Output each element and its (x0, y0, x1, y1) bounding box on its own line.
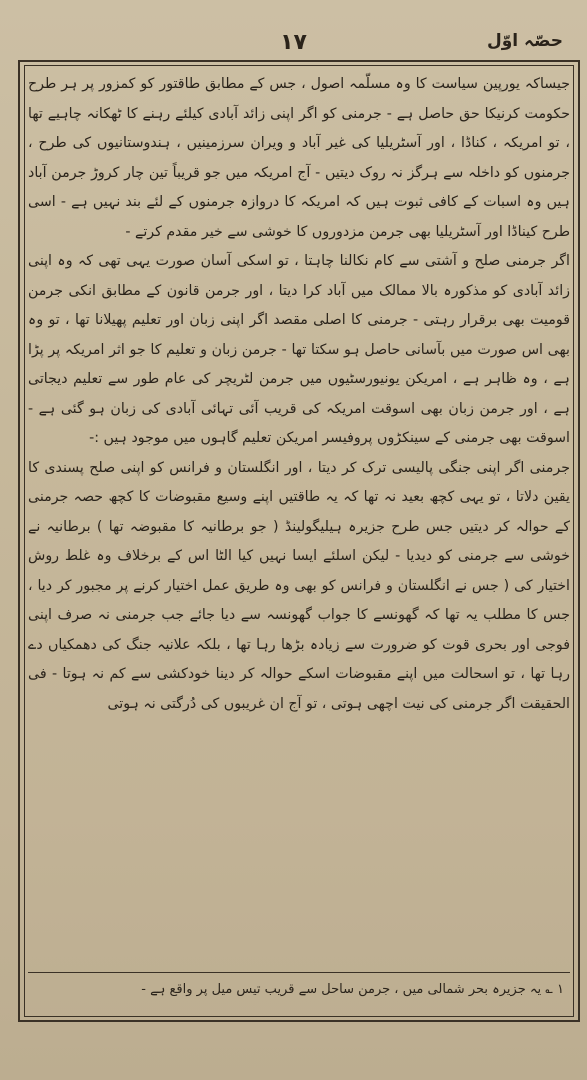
running-title: حصّہ اوّل (486, 31, 563, 51)
paragraph-3: جرمنی اگر اپنی جنگی پالیسی ترک کر دیتا ، اور انگلستان و فرانس کو اپنی صلح پسندی کا یقین دلاتا ، تو یہی کچھ بعید نہ تھا کہ یہ طاقتیں اپنے وسیع مقبوضات کا کچھ حصہ جرمنی کے حوالہ کر دیتیں جس طرح جزیرہ ہیلیگولینڈ ( جو برطانیہ کا مقبوضہ تھا ) برطانیہ نے خوشی سے جرمنی کو دیدیا - لیکن اسلئے ایسا نہیں کیا الٹا اس کے برخلاف وہ غلط روش اختیار کی ( جس نے انگلستان و فرانس کو بھی وہ طریق عمل اختیار کرنے پر مجبور کر دیا ، جس کا مطلب یہ تھا کہ گھونسے کا جواب گھونسہ سے دیا جائے جب جرمنی نہ صرف اپنی فوجی اور بحری قوت کو ضرورت سے زیادہ بڑھا رہا تھا ، بلکہ علانیہ جنگ کی دھمکیاں دے رہا تھا ، تو اسحالت میں اپنے مقبوضات اسکے حوالہ کر دینا خودکشی سے کم نہ ہوتا - فی الحقیقت اگر جرمنی کی نیت اچھی ہوتی ، تو آج ان غریبوں کی دُرگتی نہ ہوتی (28, 459, 570, 712)
paragraph-2: اگر جرمنی صلح و آشتی سے کام نکالنا چاہتا ، تو اسکی آسان صورت یہی تھی کہ وہ اپنی زائد آبادی کو مذکورہ بالا ممالک میں آباد کرا دیتا ، اور جرمن قانون کے مطابق انکی جرمن قومیت بھی برقرار رہتی - جرمنی کا اصلی مقصد اگر اپنی زبان اور تعلیم پھیلانا تھا ، تو وہ بھی اس صورت میں بآسانی حاصل ہو سکتا تھا - جرمن زبان و تعلیم کا جو اثر امریکہ پر پڑا ہے ، وہ ظاہر ہے ، امریکن یونیورسٹیوں میں جرمن لٹریچر کی عام طور سے تعلیم دیجاتی ہے ، اور جرمن زبان بھی اسوقت امریکہ کی قریب آئی تہائی آبادی کی زبان ہو گئی ہے - اسوقت بھی جرمنی کے سینکڑوں پروفیسر امریکن تعلیم گاہوں میں موجود ہیں :- (28, 253, 570, 446)
paragraph-1: جیساکہ یورپین سیاست کا وہ مسلّمہ اصول ، جس کے مطابق طاقتور کو کمزور پر ہر طرح حکومت کرنیکا حق حاصل ہے - جرمنی کو اگر اپنی زائد آبادی کیلئے رہنے کا ٹھکانہ چاہیے تھا ، تو امریکہ ، کناڈا ، اور آسٹریلیا کی غیر آباد و ویران سرزمینیں ، ہندوستانیوں کی طرح ، جرمنوں کو داخلہ سے ہرگز نہ روک دیتیں - آج امریکہ میں جو قریباً تین چار کروڑ جرمن آباد ہیں وہ اسبات کے کافی ثبوت ہیں کہ امریکہ کا دروازہ جرمنوں کے لئے بند نہیں ہے - اسی طرح کیناڈا اور آسٹریلیا بھی جرمن مزدوروں کا خوشی سے خیر مقدم کرتے - (28, 76, 570, 240)
body-text (28, 70, 570, 970)
footnote-divider (28, 972, 570, 973)
page-number: ١٧ (280, 30, 307, 55)
footnote: ١ ؎ یہ جزیرہ بحر شمالی میں ، جرمن ساحل سے قریب تیس میل پر واقع ہے - (141, 982, 564, 997)
